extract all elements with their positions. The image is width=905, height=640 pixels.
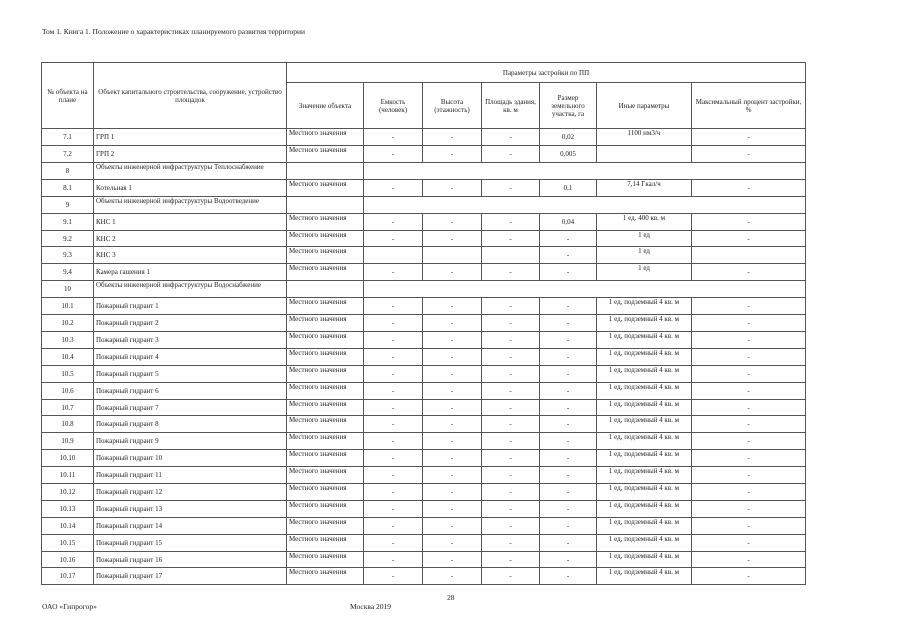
cell-object: Пожарный гидрант 6	[94, 382, 287, 399]
cell-number: 9.1	[42, 213, 94, 230]
cell-max: -	[692, 264, 806, 281]
cell-height: -	[423, 315, 482, 332]
cell-area: -	[482, 315, 540, 332]
cell-area: -	[482, 264, 540, 281]
cell-capacity: -	[364, 517, 423, 534]
cell-other: 1 ед. 400 кв. м	[597, 213, 692, 230]
cell-object: Котельная 1	[94, 179, 287, 196]
cell-other: 1 ед, подземный 4 кв. м	[597, 315, 692, 332]
cell-capacity: -	[364, 298, 423, 315]
table-row	[42, 230, 806, 247]
cell-land: -	[540, 298, 597, 315]
cell-area: -	[482, 129, 540, 146]
cell-max: -	[692, 298, 806, 315]
cell-number: 10.6	[42, 382, 94, 399]
page-header: Том 1. Книга 1. Положение о характеристиках планируемого развития территории	[42, 27, 306, 36]
cell-other: 1 ед, подземный 4 кв. м	[597, 399, 692, 416]
cell-significance: Местного значения	[287, 450, 364, 467]
cell-object: Объекты инженерной инфраструктуры Водоотведение	[94, 196, 287, 213]
cell-area: -	[482, 298, 540, 315]
cell-number: 9.2	[42, 230, 94, 247]
cell-significance: Местного значения	[287, 568, 364, 585]
cell-other: 1 ед, подземный 4 кв. м	[597, 332, 692, 349]
cell-number: 10.10	[42, 450, 94, 467]
cell-max: -	[692, 500, 806, 517]
cell-area: -	[482, 399, 540, 416]
cell-max: -	[692, 315, 806, 332]
cell-height: -	[423, 399, 482, 416]
cell-max: -	[692, 416, 806, 433]
cell-object: КНС 2	[94, 230, 287, 247]
cell-significance: Местного значения	[287, 382, 364, 399]
table-row	[42, 365, 806, 382]
cell-land: -	[540, 332, 597, 349]
cell-height: -	[423, 484, 482, 501]
col-header-significance: Значение объекта	[287, 83, 364, 129]
cell-object: Пожарный гидрант 16	[94, 551, 287, 568]
cell-other: 1 ед, подземный 4 кв. м	[597, 298, 692, 315]
col-header-area: Площадь здания, кв. м	[482, 83, 540, 129]
cell-capacity: -	[364, 315, 423, 332]
cell-capacity: -	[364, 500, 423, 517]
col-header-object: Объект капитального строительства, сооружение, устройство площадок	[94, 63, 287, 129]
cell-max: -	[692, 517, 806, 534]
table-row	[42, 213, 806, 230]
cell-capacity: -	[364, 264, 423, 281]
cell-other: 1 ед	[597, 247, 692, 264]
table-row	[42, 534, 806, 551]
cell-significance: Местного значения	[287, 551, 364, 568]
cell-other: 1 ед	[597, 264, 692, 281]
cell-empty	[287, 196, 364, 213]
cell-significance: Местного значения	[287, 230, 364, 247]
cell-height: -	[423, 179, 482, 196]
cell-land: -	[540, 382, 597, 399]
cell-height: -	[423, 568, 482, 585]
cell-area: -	[482, 230, 540, 247]
cell-number: 7.1	[42, 129, 94, 146]
table-row	[42, 517, 806, 534]
cell-height: -	[423, 416, 482, 433]
cell-capacity: -	[364, 568, 423, 585]
cell-significance: Местного значения	[287, 129, 364, 146]
cell-capacity: -	[364, 179, 423, 196]
cell-other: 1 ед, подземный 4 кв. м	[597, 467, 692, 484]
cell-area: -	[482, 365, 540, 382]
cell-number: 8	[42, 162, 94, 179]
cell-other: 1 ед, подземный 4 кв. м	[597, 534, 692, 551]
cell-area: -	[482, 450, 540, 467]
cell-number: 7.2	[42, 145, 94, 162]
cell-other: 1 ед, подземный 4 кв. м	[597, 382, 692, 399]
cell-number: 10.12	[42, 484, 94, 501]
table-section-row	[42, 162, 806, 179]
table-row	[42, 145, 806, 162]
table-row	[42, 247, 806, 264]
cell-land: -	[540, 450, 597, 467]
cell-object: Пожарный гидрант 8	[94, 416, 287, 433]
cell-number: 10.16	[42, 551, 94, 568]
cell-other: 1 ед, подземный 4 кв. м	[597, 568, 692, 585]
cell-land: -	[540, 264, 597, 281]
cell-number: 10.15	[42, 534, 94, 551]
cell-significance: Местного значения	[287, 517, 364, 534]
cell-capacity: -	[364, 213, 423, 230]
cell-area: -	[482, 433, 540, 450]
cell-other: 1 ед, подземный 4 кв. м	[597, 500, 692, 517]
cell-land: -	[540, 568, 597, 585]
cell-height: -	[423, 517, 482, 534]
cell-capacity	[364, 247, 423, 264]
table-row	[42, 568, 806, 585]
cell-other: 1 ед, подземный 4 кв. м	[597, 365, 692, 382]
table-row	[42, 382, 806, 399]
cell-capacity: -	[364, 534, 423, 551]
cell-significance: Местного значения	[287, 433, 364, 450]
cell-object: Пожарный гидрант 11	[94, 467, 287, 484]
cell-area: -	[482, 517, 540, 534]
cell-number: 10.8	[42, 416, 94, 433]
col-header-capacity: Емкость (человек)	[364, 83, 423, 129]
cell-other: 1 ед, подземный 4 кв. м	[597, 416, 692, 433]
table-row	[42, 484, 806, 501]
cell-number: 8.1	[42, 179, 94, 196]
cell-capacity: -	[364, 433, 423, 450]
cell-height: -	[423, 298, 482, 315]
cell-number: 10.13	[42, 500, 94, 517]
cell-land: -	[540, 315, 597, 332]
cell-number: 10.2	[42, 315, 94, 332]
cell-land: -	[540, 230, 597, 247]
cell-capacity: -	[364, 484, 423, 501]
cell-significance: Местного значения	[287, 484, 364, 501]
cell-area: -	[482, 467, 540, 484]
col-header-group: Параметры застройки по ПП	[287, 63, 806, 83]
cell-significance: Местного значения	[287, 179, 364, 196]
cell-number: 9	[42, 196, 94, 213]
table-row	[42, 416, 806, 433]
col-header-land: Размер земельного участка, га	[540, 83, 597, 129]
cell-significance: Местного значения	[287, 247, 364, 264]
cell-number: 10.14	[42, 517, 94, 534]
col-header-max: Максимальный процент застройки, %	[692, 83, 806, 129]
cell-significance: Местного значения	[287, 213, 364, 230]
cell-max: -	[692, 348, 806, 365]
cell-area	[482, 247, 540, 264]
cell-height	[423, 247, 482, 264]
cell-land: 0,1	[540, 179, 597, 196]
cell-object: Пожарный гидрант 12	[94, 484, 287, 501]
cell-area: -	[482, 213, 540, 230]
cell-height: -	[423, 145, 482, 162]
cell-significance: Местного значения	[287, 145, 364, 162]
cell-other: 1 ед, подземный 4 кв. м	[597, 433, 692, 450]
cell-height: -	[423, 382, 482, 399]
cell-area: -	[482, 179, 540, 196]
cell-significance: Местного значения	[287, 534, 364, 551]
cell-object: Пожарный гидрант 7	[94, 399, 287, 416]
cell-area: -	[482, 348, 540, 365]
cell-number: 9.3	[42, 247, 94, 264]
cell-land: -	[540, 433, 597, 450]
cell-object: ГРП 2	[94, 145, 287, 162]
cell-significance: Местного значения	[287, 298, 364, 315]
cell-other: 1 ед	[597, 230, 692, 247]
cell-max: -	[692, 332, 806, 349]
cell-number: 10.9	[42, 433, 94, 450]
cell-object: Пожарный гидрант 15	[94, 534, 287, 551]
cell-land: -	[540, 534, 597, 551]
table-row	[42, 179, 806, 196]
cell-land: -	[540, 500, 597, 517]
cell-empty	[287, 162, 364, 179]
cell-land: -	[540, 365, 597, 382]
table-row	[42, 450, 806, 467]
cell-significance: Местного значения	[287, 315, 364, 332]
cell-height: -	[423, 551, 482, 568]
cell-height: -	[423, 534, 482, 551]
cell-other: 1 ед, подземный 4 кв. м	[597, 450, 692, 467]
cell-object: Пожарный гидрант 10	[94, 450, 287, 467]
cell-capacity: -	[364, 348, 423, 365]
cell-number: 10.17	[42, 568, 94, 585]
cell-capacity: -	[364, 145, 423, 162]
table-row	[42, 315, 806, 332]
cell-land: -	[540, 416, 597, 433]
table-row	[42, 332, 806, 349]
cell-number: 10.3	[42, 332, 94, 349]
col-header-number: № объекта на плане	[42, 63, 94, 129]
cell-object: Пожарный гидрант 5	[94, 365, 287, 382]
cell-max: -	[692, 534, 806, 551]
cell-other: 1100 нм3/ч	[597, 129, 692, 146]
table-row	[42, 467, 806, 484]
cell-empty	[364, 196, 806, 213]
cell-land: -	[540, 551, 597, 568]
cell-empty	[287, 281, 364, 298]
cell-object: Пожарный гидрант 4	[94, 348, 287, 365]
cell-area: -	[482, 551, 540, 568]
cell-land: 0,04	[540, 213, 597, 230]
cell-capacity: -	[364, 551, 423, 568]
cell-area: -	[482, 568, 540, 585]
cell-area: -	[482, 416, 540, 433]
cell-object: КНС 1	[94, 213, 287, 230]
table-section-row	[42, 281, 806, 298]
cell-land: -	[540, 247, 597, 264]
cell-max: -	[692, 365, 806, 382]
cell-land: -	[540, 484, 597, 501]
cell-height: -	[423, 348, 482, 365]
cell-max: -	[692, 433, 806, 450]
cell-object: Пожарный гидрант 13	[94, 500, 287, 517]
cell-object: КНС 3	[94, 247, 287, 264]
col-header-height: Высота (этажность)	[423, 83, 482, 129]
cell-number: 10.11	[42, 467, 94, 484]
table-row	[42, 399, 806, 416]
cell-object: Пожарный гидрант 3	[94, 332, 287, 349]
cell-land: 0,005	[540, 145, 597, 162]
cell-max: -	[692, 450, 806, 467]
cell-object: ГРП 1	[94, 129, 287, 146]
table-row	[42, 500, 806, 517]
parameters-table	[41, 62, 806, 585]
cell-height: -	[423, 500, 482, 517]
table-row	[42, 433, 806, 450]
cell-max: -	[692, 399, 806, 416]
cell-height: -	[423, 264, 482, 281]
cell-significance: Местного значения	[287, 264, 364, 281]
cell-max: -	[692, 179, 806, 196]
table-row	[42, 129, 806, 146]
cell-capacity: -	[364, 416, 423, 433]
cell-significance: Местного значения	[287, 467, 364, 484]
cell-significance: Местного значения	[287, 348, 364, 365]
cell-height: -	[423, 332, 482, 349]
cell-object: Камера гашения 1	[94, 264, 287, 281]
cell-significance: Местного значения	[287, 332, 364, 349]
cell-significance: Местного значения	[287, 399, 364, 416]
cell-max: -	[692, 382, 806, 399]
cell-height: -	[423, 365, 482, 382]
cell-max: -	[692, 230, 806, 247]
cell-empty	[364, 281, 806, 298]
cell-object: Пожарный гидрант 2	[94, 315, 287, 332]
cell-object: Пожарный гидрант 1	[94, 298, 287, 315]
cell-object: Пожарный гидрант 9	[94, 433, 287, 450]
cell-number: 10.1	[42, 298, 94, 315]
cell-number: 10.5	[42, 365, 94, 382]
table-row	[42, 348, 806, 365]
cell-land: 0,02	[540, 129, 597, 146]
cell-significance: Местного значения	[287, 365, 364, 382]
cell-number: 9.4	[42, 264, 94, 281]
cell-capacity: -	[364, 332, 423, 349]
cell-significance: Местного значения	[287, 416, 364, 433]
table-section-row	[42, 196, 806, 213]
cell-height: -	[423, 230, 482, 247]
cell-capacity: -	[364, 450, 423, 467]
cell-land: -	[540, 399, 597, 416]
cell-max: -	[692, 213, 806, 230]
cell-area: -	[482, 332, 540, 349]
cell-max: -	[692, 129, 806, 146]
cell-object: Объекты инженерной инфраструктуры Теплоснабжение	[94, 162, 287, 179]
cell-other: 7,14 Гкал/ч	[597, 179, 692, 196]
cell-capacity: -	[364, 467, 423, 484]
cell-max: -	[692, 145, 806, 162]
cell-capacity: -	[364, 382, 423, 399]
cell-area: -	[482, 534, 540, 551]
table-row	[42, 298, 806, 315]
cell-max	[692, 247, 806, 264]
col-header-other: Иные параметры	[597, 83, 692, 129]
cell-significance: Местного значения	[287, 500, 364, 517]
cell-other: 1 ед, подземный 4 кв. м	[597, 348, 692, 365]
cell-empty	[364, 162, 806, 179]
cell-area: -	[482, 484, 540, 501]
cell-other: 1 ед, подземный 4 кв. м	[597, 517, 692, 534]
cell-height: -	[423, 467, 482, 484]
cell-land: -	[540, 467, 597, 484]
cell-other: 1 ед, подземный 4 кв. м	[597, 551, 692, 568]
page-number: 28	[447, 593, 455, 602]
footer-organization: ОАО «Гипрогор»	[42, 602, 97, 611]
cell-height: -	[423, 450, 482, 467]
cell-area: -	[482, 500, 540, 517]
table-row	[42, 551, 806, 568]
cell-area: -	[482, 382, 540, 399]
cell-capacity: -	[364, 399, 423, 416]
cell-number: 10.4	[42, 348, 94, 365]
cell-other	[597, 145, 692, 162]
cell-capacity: -	[364, 129, 423, 146]
cell-max: -	[692, 467, 806, 484]
cell-height: -	[423, 433, 482, 450]
cell-land: -	[540, 348, 597, 365]
cell-capacity: -	[364, 365, 423, 382]
cell-area: -	[482, 145, 540, 162]
cell-capacity: -	[364, 230, 423, 247]
cell-object: Пожарный гидрант 17	[94, 568, 287, 585]
table-row	[42, 264, 806, 281]
cell-land: -	[540, 517, 597, 534]
footer-city-year: Москва 2019	[350, 602, 392, 611]
cell-other: 1 ед, подземный 4 кв. м	[597, 484, 692, 501]
cell-number: 10	[42, 281, 94, 298]
cell-object: Объекты инженерной инфраструктуры Водоснабжение	[94, 281, 287, 298]
cell-object: Пожарный гидрант 14	[94, 517, 287, 534]
cell-number: 10.7	[42, 399, 94, 416]
cell-max: -	[692, 551, 806, 568]
cell-max: -	[692, 568, 806, 585]
cell-height: -	[423, 213, 482, 230]
cell-max: -	[692, 484, 806, 501]
cell-height: -	[423, 129, 482, 146]
